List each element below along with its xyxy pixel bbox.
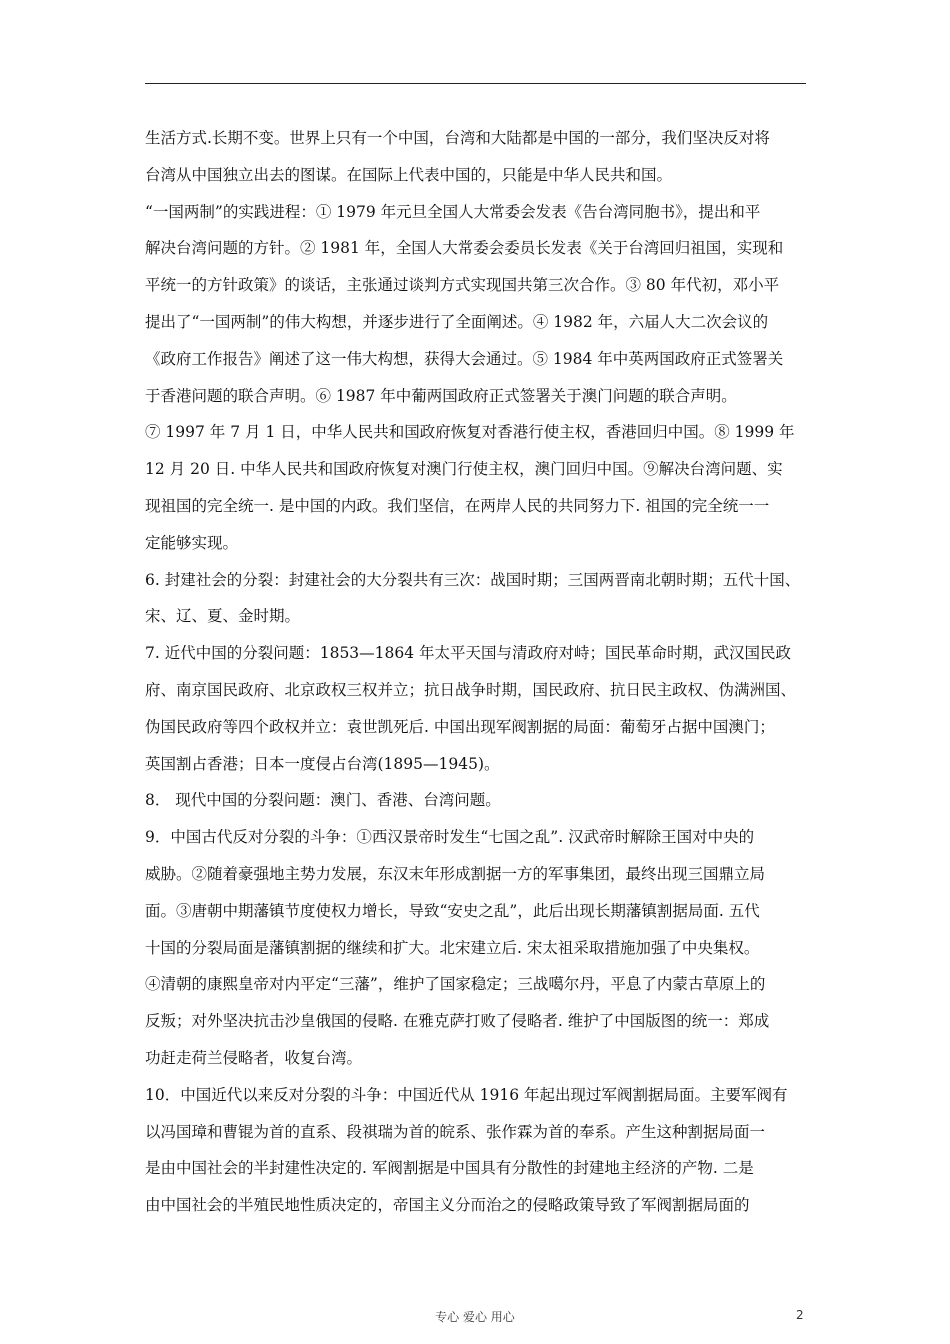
text-line: ⑦ 1997 年 7 月 1 日，中华人民共和国政府恢复对香港行使主权，香港回归中国。⑧ 1999 年	[145, 423, 795, 442]
text-line: 英国割占香港；日本一度侵占台湾(1895—1945)。	[145, 754, 500, 773]
text-line: 现祖国的完全统一. 是中国的内政。我们坚信，在两岸人民的共同努力下. 祖国的完全统一一	[145, 496, 770, 515]
text-line: 12 月 20 日. 中华人民共和国政府恢复对澳门行使主权，澳门回归中国。⑨解决台湾问题、实	[145, 460, 783, 479]
text-line: 6. 封建社会的分裂：封建社会的大分裂共有三次：战国时期；三国两晋南北朝时期；五代十国、	[145, 570, 801, 589]
text-line: 《政府工作报告》阐述了这一伟大构想，获得大会通过。⑤ 1984 年中英两国政府正式签署关	[145, 349, 784, 368]
text-line: 宋、辽、夏、金时期。	[145, 607, 301, 626]
text-line: ④清朝的康熙皇帝对内平定“三藩”，维护了国家稳定；三战噶尔丹，平息了内蒙古草原上的	[145, 975, 766, 994]
text-line: 平统一的方针政策》的谈话，主张通过谈判方式实现国共第三次合作。③ 80 年代初，邓小平	[145, 276, 780, 295]
text-line: 反叛；对外坚决抗击沙皇俄国的侵略. 在雅克萨打败了侵略者. 维护了中国版图的统一：郑成	[145, 1012, 770, 1031]
text-line: 9．中国古代反对分裂的斗争：①西汉景帝时发生“七国之乱”. 汉武帝时解除王国对中央的	[145, 828, 755, 847]
text-line: 生活方式.长期不变。世界上只有一个中国，台湾和大陆都是中国的一部分，我们坚决反对将	[145, 129, 770, 147]
text-line: “一国两制”的实践进程：① 1979 年元旦全国人大常委会发表《告台湾同胞书》，提出和平	[145, 202, 761, 221]
text-line: 功赶走荷兰侵略者，收复台湾。	[145, 1048, 363, 1067]
text-line: 府、南京国民政府、北京政权三权并立；抗日战争时期，国民政府、抗日民主政权、伪满洲国、	[145, 680, 797, 699]
text-line: 解决台湾问题的方针。② 1981 年，全国人大常委会委员长发表《关于台湾回归祖国，实现和	[145, 239, 784, 258]
text-line: 由中国社会的半殖民地性质决定的，帝国主义分而治之的侵略政策导致了军阀割据局面的	[145, 1196, 750, 1215]
text-line: 面。③唐朝中期藩镇节度使权力增长，导致“安史之乱”，此后出现长期藩镇割据局面. 五代	[145, 901, 760, 920]
text-line: 8． 现代中国的分裂问题：澳门、香港、台湾问题。	[145, 791, 501, 810]
text-line: 于香港问题的联合声明。⑥ 1987 年中葡两国政府正式签署关于澳门问题的联合声明。	[145, 386, 737, 405]
text-line: 以冯国璋和曹锟为首的直系、段祺瑞为首的皖系、张作霖为首的奉系。产生这种割据局面一	[145, 1122, 766, 1141]
text-line: 台湾从中国独立出去的图谋。在国际上代表中国的，只能是中华人民共和国。	[145, 165, 673, 184]
page-footer: 专心 爱心 用心	[435, 1310, 515, 1324]
header-rule	[145, 83, 806, 84]
page-number: 2	[796, 1308, 804, 1322]
text-line: 定能够实现。	[145, 533, 239, 552]
text-line: 伪国民政府等四个政权并立：袁世凯死后. 中国出现军阀割据的局面：葡萄牙占据中国澳门；	[145, 717, 775, 736]
text-line: 7. 近代中国的分裂问题：1853—1864 年太平天国与清政府对峙；国民革命时期，武汉国民政	[145, 644, 792, 663]
text-line: 提出了“一国两制”的伟大构想，并逐步进行了全面阐述。④ 1982 年，六届人大二次会议的	[145, 312, 769, 331]
text-line: 是由中国社会的半封建性决定的. 军阀割据是中国具有分散性的封建地主经济的产物. 二是	[145, 1159, 754, 1178]
text-line: 10．中国近代以来反对分裂的斗争：中国近代从 1916 年起出现过军阀割据局面。主要军阀有	[145, 1085, 788, 1104]
document-body	[145, 126, 806, 1230]
text-line: 十国的分裂局面是藩镇割据的继续和扩大。北宋建立后. 宋太祖采取措施加强了中央集权。	[145, 938, 760, 957]
text-line: 威胁。②随着豪强地主势力发展，东汉末年形成割据一方的军事集团，最终出现三国鼎立局	[145, 864, 766, 883]
